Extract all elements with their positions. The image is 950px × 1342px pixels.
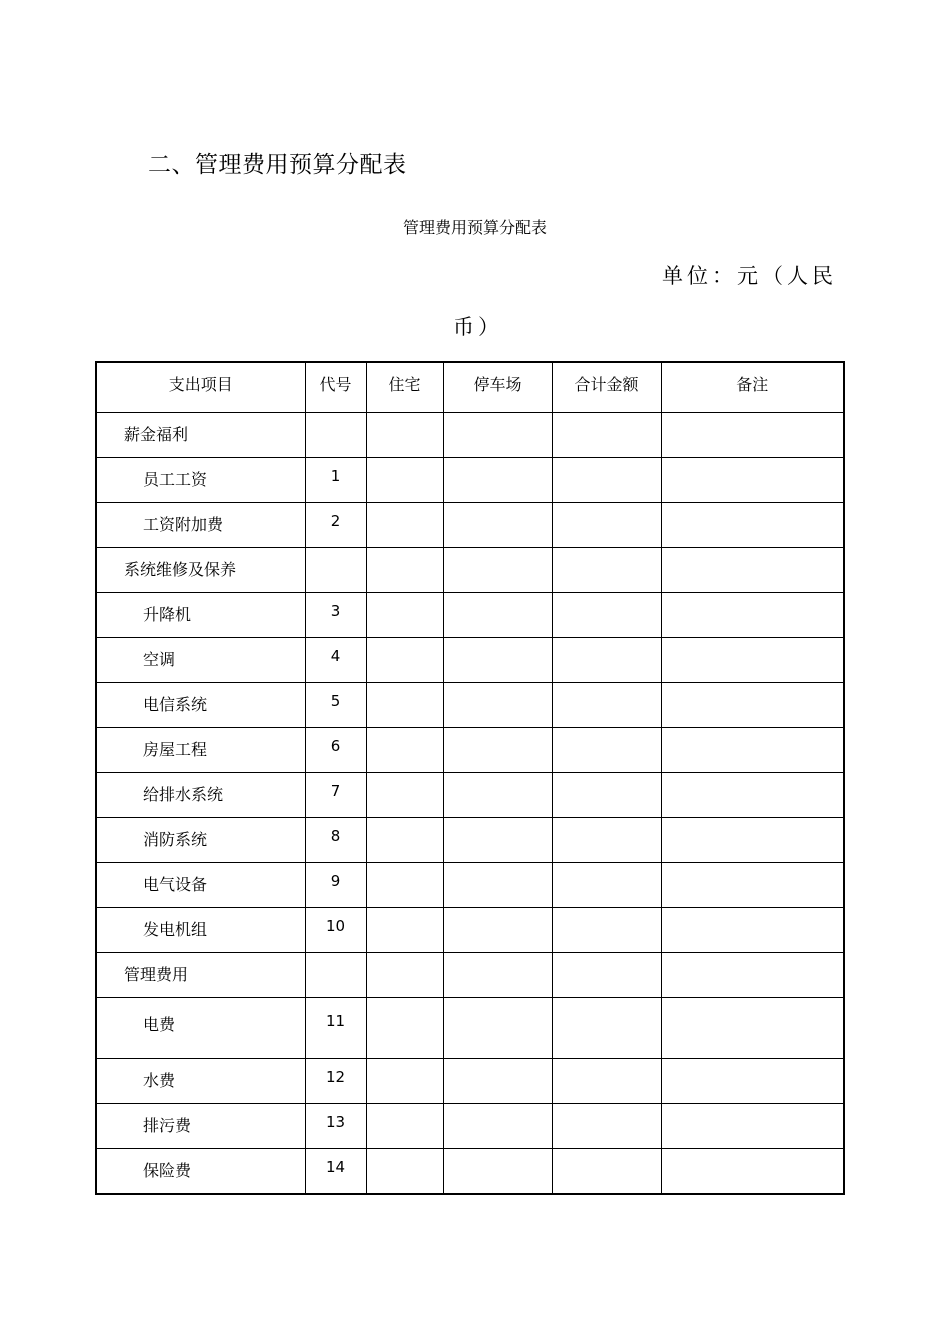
cell-residential <box>366 503 443 548</box>
cell-total <box>552 683 661 728</box>
cell-total <box>552 908 661 953</box>
cell-remarks <box>661 638 844 683</box>
table-row <box>96 863 844 908</box>
cell-item: 水费 <box>96 1059 305 1104</box>
cell-total <box>552 953 661 998</box>
cell-code: 4 <box>305 638 366 683</box>
table-row <box>96 1104 844 1149</box>
cell-total <box>552 413 661 458</box>
cell-remarks <box>661 728 844 773</box>
cell-residential <box>366 1104 443 1149</box>
cell-item: 管理费用 <box>96 953 305 998</box>
cell-parking <box>443 1059 552 1104</box>
cell-parking <box>443 728 552 773</box>
cell-code <box>305 413 366 458</box>
header-parking: 停车场 <box>443 362 552 413</box>
cell-remarks <box>661 1104 844 1149</box>
cell-residential <box>366 638 443 683</box>
cell-parking <box>443 773 552 818</box>
cell-residential <box>366 953 443 998</box>
cell-total <box>552 1104 661 1149</box>
table-row <box>96 503 844 548</box>
cell-code: 12 <box>305 1059 366 1104</box>
unit-label: 单位：元（人民 <box>662 264 837 288</box>
cell-code: 2 <box>305 503 366 548</box>
cell-code: 6 <box>305 728 366 773</box>
cell-residential <box>366 773 443 818</box>
table-row <box>96 728 844 773</box>
cell-item: 员工工资 <box>96 458 305 503</box>
table-row <box>96 1059 844 1104</box>
cell-total <box>552 503 661 548</box>
cell-code: 14 <box>305 1149 366 1194</box>
cell-total <box>552 638 661 683</box>
cell-code: 3 <box>305 593 366 638</box>
cell-parking <box>443 548 552 593</box>
cell-residential <box>366 818 443 863</box>
cell-code <box>305 548 366 593</box>
table-row <box>96 638 844 683</box>
section-heading: 二、管理费用预算分配表 <box>148 152 407 178</box>
cell-remarks <box>661 818 844 863</box>
cell-total <box>552 1149 661 1194</box>
unit-label-continued: 币） <box>453 315 503 339</box>
cell-item: 电信系统 <box>96 683 305 728</box>
cell-total <box>552 998 661 1059</box>
cell-total <box>552 593 661 638</box>
cell-parking <box>443 683 552 728</box>
cell-residential <box>366 1059 443 1104</box>
cell-residential <box>366 1149 443 1194</box>
cell-item: 空调 <box>96 638 305 683</box>
cell-residential <box>366 863 443 908</box>
cell-code: 1 <box>305 458 366 503</box>
cell-parking <box>443 593 552 638</box>
table-row <box>96 773 844 818</box>
cell-total <box>552 863 661 908</box>
cell-remarks <box>661 773 844 818</box>
cell-code: 10 <box>305 908 366 953</box>
table-row <box>96 1149 844 1194</box>
table-row <box>96 458 844 503</box>
cell-total <box>552 548 661 593</box>
cell-item: 薪金福利 <box>96 413 305 458</box>
table-row <box>96 413 844 458</box>
cell-parking <box>443 458 552 503</box>
cell-parking <box>443 503 552 548</box>
cell-total <box>552 1059 661 1104</box>
cell-remarks <box>661 548 844 593</box>
cell-remarks <box>661 908 844 953</box>
header-code: 代号 <box>305 362 366 413</box>
cell-item: 发电机组 <box>96 908 305 953</box>
cell-remarks <box>661 953 844 998</box>
cell-residential <box>366 998 443 1059</box>
cell-code: 13 <box>305 1104 366 1149</box>
cell-item: 保险费 <box>96 1149 305 1194</box>
cell-remarks <box>661 458 844 503</box>
cell-item: 电费 <box>96 998 305 1059</box>
cell-parking <box>443 908 552 953</box>
cell-total <box>552 458 661 503</box>
cell-parking <box>443 863 552 908</box>
cell-parking <box>443 953 552 998</box>
cell-remarks <box>661 998 844 1059</box>
header-total: 合计金额 <box>552 362 661 413</box>
cell-residential <box>366 548 443 593</box>
table-caption: 管理费用预算分配表 <box>402 218 547 237</box>
cell-total <box>552 773 661 818</box>
table-header-row <box>96 362 844 413</box>
cell-item: 电气设备 <box>96 863 305 908</box>
table-row <box>96 548 844 593</box>
cell-remarks <box>661 683 844 728</box>
cell-residential <box>366 413 443 458</box>
cell-item: 工资附加费 <box>96 503 305 548</box>
cell-residential <box>366 458 443 503</box>
cell-residential <box>366 728 443 773</box>
table-row <box>96 953 844 998</box>
cell-remarks <box>661 863 844 908</box>
cell-code: 8 <box>305 818 366 863</box>
header-item: 支出项目 <box>96 362 305 413</box>
cell-item: 给排水系统 <box>96 773 305 818</box>
cell-total <box>552 728 661 773</box>
cell-item: 升降机 <box>96 593 305 638</box>
table-row <box>96 998 844 1059</box>
cell-item: 房屋工程 <box>96 728 305 773</box>
cell-remarks <box>661 593 844 638</box>
cell-parking <box>443 1149 552 1194</box>
table-row <box>96 908 844 953</box>
table-row <box>96 683 844 728</box>
cell-code: 11 <box>305 998 366 1059</box>
cell-item: 系统维修及保养 <box>96 548 305 593</box>
cell-remarks <box>661 1149 844 1194</box>
cell-remarks <box>661 503 844 548</box>
cell-parking <box>443 818 552 863</box>
cell-residential <box>366 593 443 638</box>
cell-total <box>552 818 661 863</box>
table-row <box>96 818 844 863</box>
cell-residential <box>366 908 443 953</box>
table-body <box>96 413 844 1194</box>
cell-code: 7 <box>305 773 366 818</box>
cell-parking <box>443 413 552 458</box>
cell-code: 9 <box>305 863 366 908</box>
cell-item: 排污费 <box>96 1104 305 1149</box>
cell-remarks <box>661 1059 844 1104</box>
budget-table <box>95 361 845 1195</box>
cell-code: 5 <box>305 683 366 728</box>
cell-code <box>305 953 366 998</box>
cell-parking <box>443 998 552 1059</box>
cell-parking <box>443 638 552 683</box>
table-row <box>96 593 844 638</box>
header-residential: 住宅 <box>366 362 443 413</box>
header-remarks: 备注 <box>661 362 844 413</box>
cell-residential <box>366 683 443 728</box>
cell-parking <box>443 1104 552 1149</box>
cell-item: 消防系统 <box>96 818 305 863</box>
cell-remarks <box>661 413 844 458</box>
